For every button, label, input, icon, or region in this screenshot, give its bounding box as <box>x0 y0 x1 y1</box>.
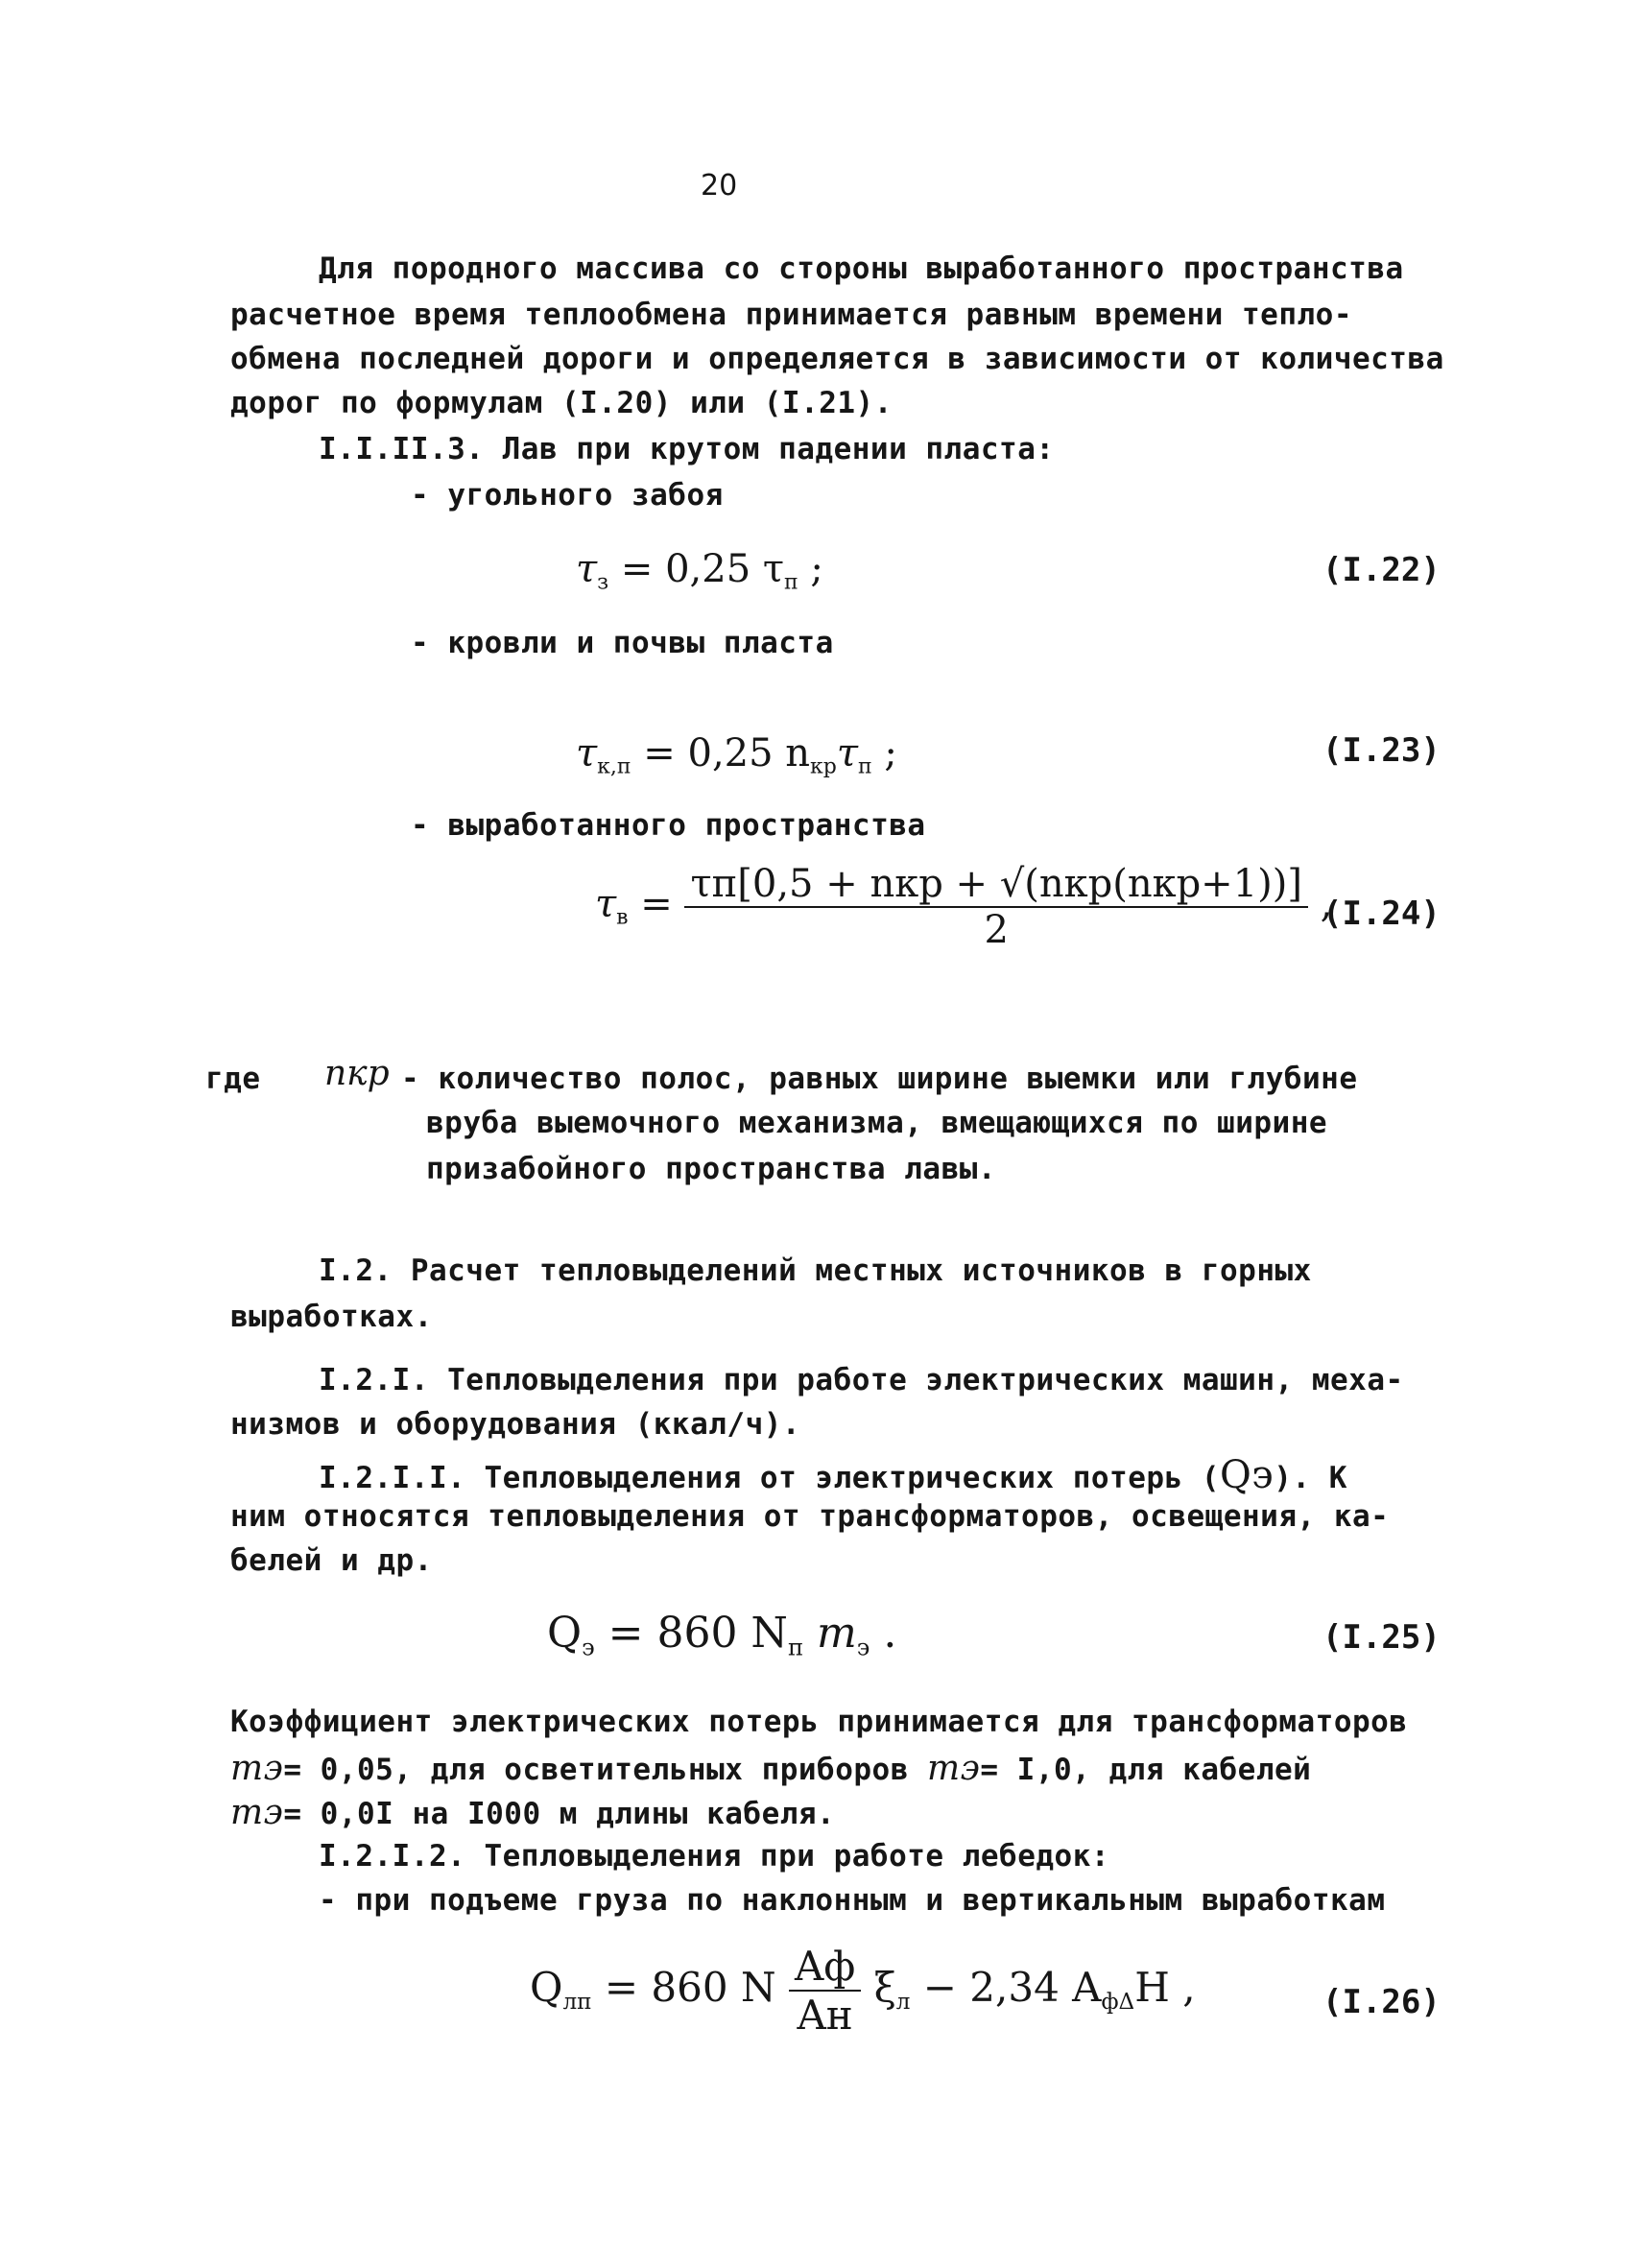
list-item-lifting: - при подъеме груза по наклонным и вертикальным выработкам <box>319 1883 1386 1918</box>
section-1-2-1-1-line1: I.2.I.I. Тепловыделения от электрических потерь (Qэ). К <box>319 1453 1347 1497</box>
para1-line2: расчетное время теплообмена принимается равным времени тепло- <box>230 298 1352 332</box>
list-item-coal-face: - угольного забоя <box>411 478 724 513</box>
equation-1-22: $\tau_з = 0,25$ $\tau_п$ ; <box>576 547 823 595</box>
section-1-2-1-2: I.2.I.2. Тепловыделения при работе лебедок: <box>319 1839 1110 1874</box>
where-symbol: nкр <box>324 1054 390 1093</box>
where-text-line3: призабойного пространства лавы. <box>426 1152 997 1186</box>
page-number: 20 <box>701 169 738 203</box>
list-item-goaf: - выработанного пространства <box>411 808 926 843</box>
equation-number-1-24: (I.24) <box>1322 895 1441 933</box>
equation-1-26: $Q_{лп} = 860$ N $\frac{Aф}{Aн}$ $\xi_л - 2,34$ $A_{ф\Delta}H$ , <box>530 1943 1196 2039</box>
section-1-2-1-line1: I.2.I. Тепловыделения при работе электрических машин, меха- <box>319 1363 1404 1397</box>
section-1-2-1-line2: низмов и оборудования (ккал/ч). <box>230 1407 801 1442</box>
where-label: где <box>205 1062 261 1096</box>
coef-line3: mэ= 0,0I на I000 м длины кабеля. <box>230 1793 836 1832</box>
section-heading-1-1-11-3: I.I.II.3. Лав при крутом падении пласта: <box>319 432 1055 466</box>
list-item-roof-floor: - кровли и почвы пласта <box>411 626 834 660</box>
denominator-1-26: Aн <box>797 1992 853 2039</box>
equation-number-1-25: (I.25) <box>1322 1618 1441 1657</box>
para1-line4: дорог по формулам (I.20) или (I.21). <box>230 386 893 420</box>
equation-1-25: $Q_э = 860$ $N_п$ $m_э$ . <box>547 1609 897 1661</box>
equation-number-1-23: (I.23) <box>1322 731 1441 770</box>
section-1-2-1-1-line2: ним относятся тепловыделения от трансформаторов, освещения, ка- <box>230 1499 1390 1534</box>
coef-line2: mэ= 0,05, для осветительных приборов mэ= I,0, для кабелей <box>230 1749 1312 1788</box>
equation-1-24: $\tau_в$ = $\frac{\text{τп[0,5 + nкр + √(nкр(nкр+1))]}}{2}$ , <box>595 862 1333 952</box>
numerator-1-24: τп[0,5 + nкр + √(nкр(nкр+1))] <box>684 862 1307 908</box>
coef-line1: Коэффициент электрических потерь принимается для трансформаторов <box>230 1705 1408 1739</box>
section-1-2-1-1-line3: белей и др. <box>230 1543 433 1578</box>
numerator-1-26: Aф <box>789 1943 861 1992</box>
denominator-1-24: 2 <box>984 908 1009 952</box>
where-text-line2: вруба выемочного механизма, вмещающихся по ширине <box>426 1106 1328 1140</box>
equation-number-1-22: (I.22) <box>1322 551 1441 589</box>
where-text-line1: - количество полос, равных ширине выемки или глубине <box>401 1062 1358 1096</box>
symbol-q-e: Qэ <box>1220 1453 1275 1497</box>
equation-number-1-26: (I.26) <box>1322 1983 1441 2021</box>
para1-line3: обмена последней дороги и определяется в зависимости от количества <box>230 342 1444 376</box>
fraction-1-24 <box>684 862 1307 952</box>
para1-line1: Для породного массива со стороны выработанного пространства <box>319 251 1404 286</box>
section-heading-1-2-line1: I.2. Расчет тепловыделений местных источников в горных <box>319 1253 1312 1288</box>
section-heading-1-2-line2: выработках. <box>230 1300 433 1334</box>
equation-1-23: $\tau_{к,п} = 0,25$ $n_{кр}\tau_п$ ; <box>576 731 897 779</box>
fraction-1-26 <box>789 1943 861 2039</box>
